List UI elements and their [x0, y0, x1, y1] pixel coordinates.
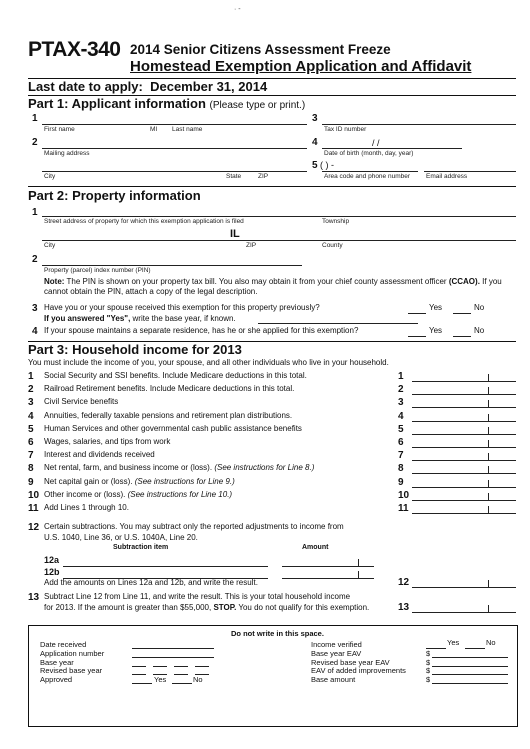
q4-no: No	[474, 326, 485, 335]
q4-text: If your spouse maintains a separate residence, has he or she applied for this exemption?	[44, 326, 359, 335]
p1-num-5: 5	[312, 160, 318, 171]
office-left-label: Application number	[40, 649, 105, 658]
income-line-amount-field[interactable]	[412, 500, 516, 501]
income-line-num: 2	[28, 384, 34, 395]
income-line-amount-field[interactable]	[412, 407, 516, 408]
income-line-cents-mark	[488, 440, 489, 447]
income-line-right-num: 3	[398, 397, 404, 408]
township-caption: Township	[322, 218, 350, 225]
phone-caption: Area code and phone number	[324, 173, 411, 180]
p2-num-4: 4	[32, 326, 38, 337]
zip-caption-2: ZIP	[246, 242, 257, 249]
line13-num: 13	[28, 592, 40, 603]
city-state-zip-field[interactable]	[42, 171, 307, 172]
phone-field[interactable]	[322, 171, 418, 172]
income-line-right-num: 2	[398, 384, 404, 395]
mailing-address-caption: Mailing address	[44, 150, 90, 157]
income-line-cents-mark	[488, 466, 489, 473]
mailing-address-field[interactable]	[42, 148, 307, 149]
income-line-cents-mark	[488, 480, 489, 487]
dollar-sign: $	[426, 675, 431, 684]
line12a-amount-field[interactable]	[282, 566, 374, 567]
email-field[interactable]	[424, 171, 516, 172]
q4-no-field[interactable]	[453, 336, 471, 337]
last-date-label: Last date to apply:	[28, 79, 143, 94]
income-line-right-num: 9	[398, 477, 404, 488]
line13-right-num: 13	[398, 602, 410, 613]
office-left-label: Revised base year	[40, 666, 103, 675]
office-year-digit-field[interactable]	[132, 674, 146, 675]
q3-no: No	[474, 303, 485, 312]
p2-num-2: 2	[32, 254, 38, 265]
p1-num-1: 1	[32, 113, 38, 124]
pin-caption: Property (parcel) index number (PIN)	[44, 267, 151, 274]
income-line-cents-mark	[488, 400, 489, 407]
income-line-amount-field[interactable]	[412, 434, 516, 435]
line12a-cents-mark	[358, 559, 359, 566]
office-right-label: Base amount	[311, 675, 356, 684]
approved-no-field[interactable]	[172, 683, 192, 684]
tax-id-field[interactable]	[322, 124, 516, 125]
first-name-field[interactable]	[42, 124, 307, 125]
office-left-label: Approved	[40, 675, 73, 684]
income-line-cents-mark	[488, 493, 489, 500]
dollar-sign: $	[426, 649, 431, 658]
line12-num: 12	[28, 522, 40, 533]
p1-num-2: 2	[32, 137, 38, 148]
subtraction-item-header: Subtraction item	[113, 544, 169, 551]
state-il: IL	[230, 228, 240, 240]
part3-heading: Part 3: Household income for 2013	[28, 342, 242, 357]
income-verified-no-field[interactable]	[465, 648, 485, 649]
income-line-num: 4	[28, 411, 34, 422]
income-line-amount-field[interactable]	[412, 447, 516, 448]
line12-text: Certain subtractions. You may subtract only the reported adjustments to income from	[44, 522, 344, 531]
dob-caption: Date of birth (month, day, year)	[324, 150, 414, 157]
last-date	[28, 79, 267, 94]
income-line-label: Net capital gain or (loss). (See instructions for Line 9.)	[44, 477, 235, 486]
base-year-field[interactable]	[258, 323, 418, 324]
q3-yes-field[interactable]	[408, 313, 426, 314]
income-line-label: Add Lines 1 through 10.	[44, 503, 129, 512]
part2-heading: Part 2: Property information	[28, 188, 201, 203]
p2-num-1: 1	[32, 207, 38, 218]
income-line-num: 5	[28, 424, 34, 435]
q4-yes-field[interactable]	[408, 336, 426, 337]
income-line-num: 6	[28, 437, 34, 448]
line13-cents-mark	[488, 605, 489, 612]
office-right-label: Revised base year EAV	[311, 658, 390, 667]
income-line-amount-field[interactable]	[412, 513, 516, 514]
office-year-digit-field[interactable]	[153, 666, 167, 667]
office-year-digit-field[interactable]	[174, 674, 188, 675]
income-line-num: 3	[28, 397, 34, 408]
phone-paren: ( ) -	[320, 160, 334, 170]
line12-amount-field[interactable]	[412, 587, 516, 588]
income-line-num: 8	[28, 463, 34, 474]
office-right-label: EAV of added improvements	[311, 666, 406, 675]
q3-sub: If you answered "Yes", write the base year, if known.	[44, 314, 236, 323]
office-use-title: Do not write in this space.	[231, 629, 324, 638]
income-line-right-num: 7	[398, 450, 404, 461]
property-street-field[interactable]	[42, 216, 516, 217]
pin-note: Note: The PIN is shown on your property tax bill. You also may obtain it from your chief county assessment officer (CCAO). If you cannot obtain the PIN, attach a copy of the legal description.	[44, 277, 502, 296]
line12b-label: 12b	[44, 567, 60, 577]
income-line-amount-field[interactable]	[412, 421, 516, 422]
office-right-label: Base year EAV	[311, 649, 362, 658]
form-title-line2: Homestead Exemption Application and Affidavit	[130, 58, 472, 75]
approved-yes-field[interactable]	[132, 683, 152, 684]
line13-text: Subtract Line 12 from Line 11, and write the result. This is your total household income	[44, 592, 351, 601]
approved-no: No	[193, 675, 203, 684]
top-mark: · -	[234, 6, 241, 13]
income-line-num: 7	[28, 450, 34, 461]
office-use-box	[28, 625, 518, 727]
form-id: PTAX-340	[28, 38, 121, 61]
income-verified-no: No	[486, 638, 496, 647]
line12a-label: 12a	[44, 555, 60, 565]
office-left-field[interactable]	[132, 657, 214, 658]
income-line-cents-mark	[488, 427, 489, 434]
office-left-field[interactable]	[132, 648, 214, 649]
office-right-label: Income verified	[311, 640, 362, 649]
city-caption-2: City	[44, 242, 56, 249]
income-line-label: Social Security and SSI benefits. Include Medicare deductions in this total.	[44, 371, 307, 380]
pin-field[interactable]	[42, 265, 302, 266]
mi-caption: MI	[150, 126, 158, 133]
income-line-label: Civil Service benefits	[44, 397, 119, 406]
income-line-right-num: 8	[398, 463, 404, 474]
office-amount-field[interactable]	[432, 666, 508, 667]
income-line-right-num: 5	[398, 424, 404, 435]
last-name-caption: Last name	[172, 126, 203, 133]
office-amount-field[interactable]	[432, 674, 508, 675]
income-line-label: Interest and dividends received	[44, 450, 155, 459]
income-line-cents-mark	[488, 387, 489, 394]
part2-rule	[28, 186, 516, 187]
income-line-right-num: 4	[398, 411, 404, 422]
q3-text: Have you or your spouse received this exemption for this property previously?	[44, 303, 320, 312]
line12-add-text: Add the amounts on Lines 12a and 12b, and write the result.	[44, 578, 258, 587]
income-line-label: Wages, salaries, and tips from work	[44, 437, 171, 446]
q3-yes: Yes	[429, 303, 443, 312]
state-caption: State	[226, 173, 242, 180]
form-title-line1: 2014 Senior Citizens Assessment Freeze	[130, 42, 391, 57]
income-line-num: 10	[28, 490, 40, 501]
income-line-amount-field[interactable]	[412, 473, 516, 474]
county-caption: County	[322, 242, 343, 249]
income-line-cents-mark	[488, 453, 489, 460]
office-amount-field[interactable]	[432, 683, 508, 684]
office-year-digit-field[interactable]	[132, 666, 146, 667]
income-line-amount-field[interactable]	[412, 394, 516, 395]
line13-amount-field[interactable]	[412, 612, 516, 613]
office-amount-field[interactable]	[432, 657, 508, 658]
p1-num-3: 3	[312, 113, 318, 124]
income-line-label: Annuities, federally taxable pensions and retirement plan distributions.	[44, 411, 293, 420]
q3-no-field[interactable]	[453, 313, 471, 314]
dollar-sign: $	[426, 666, 431, 675]
income-line-right-num: 10	[398, 490, 410, 501]
income-line-label: Human Services and other governmental cash public assistance benefits	[44, 424, 302, 433]
income-line-num: 9	[28, 477, 34, 488]
part3-intro: You must include the income of you, your spouse, and all other individuals who live in your household.	[28, 358, 389, 367]
income-line-cents-mark	[488, 374, 489, 381]
line12b-amount-field[interactable]	[282, 578, 374, 579]
dollar-sign: $	[426, 658, 431, 667]
income-line-num: 11	[28, 503, 39, 514]
city-caption: City	[44, 173, 56, 180]
office-year-digit-field[interactable]	[195, 666, 209, 667]
income-verified-yes: Yes	[447, 638, 460, 647]
income-line-label: Other income or (loss). (See instructions for Line 10.)	[44, 490, 233, 499]
income-line-label: Railroad Retirement benefits. Include Medicare deductions in this total.	[44, 384, 295, 393]
last-date-value: December 31, 2014	[150, 79, 268, 94]
line12-cents-mark	[488, 580, 489, 587]
income-line-amount-field[interactable]	[412, 460, 516, 461]
office-left-label: Date received	[40, 640, 87, 649]
email-caption: Email address	[426, 173, 468, 180]
line12b-cents-mark	[358, 571, 359, 578]
property-city-field[interactable]	[42, 240, 516, 241]
income-line-num: 1	[28, 371, 34, 382]
income-line-amount-field[interactable]	[412, 487, 516, 488]
street-caption: Street address of property for which this exemption application is filed	[44, 218, 244, 225]
dob-slashes: / /	[372, 138, 380, 148]
dob-field[interactable]	[322, 148, 462, 149]
p2-num-3: 3	[32, 303, 38, 314]
approved-yes: Yes	[154, 675, 167, 684]
amount-header: Amount	[302, 544, 329, 551]
line12-right-num: 12	[398, 577, 410, 588]
line12-text2: U.S. 1040, Line 36, or U.S. 1040A, Line 20.	[44, 533, 198, 542]
income-line-right-num: 1	[398, 371, 404, 382]
part1-heading: Part 1: Applicant information (Please type or print.)	[28, 96, 306, 111]
zip-caption: ZIP	[258, 173, 269, 180]
income-line-amount-field[interactable]	[412, 381, 516, 382]
income-line-cents-mark	[488, 414, 489, 421]
income-line-cents-mark	[488, 506, 489, 513]
p1-num-4: 4	[312, 137, 318, 148]
income-line-label: Net rental, farm, and business income or (loss). (See instructions for Line 8.)	[44, 463, 315, 472]
office-left-label: Base year	[40, 658, 74, 667]
line12a-item-field[interactable]	[63, 566, 268, 567]
tax-id-caption: Tax ID number	[324, 126, 367, 133]
income-line-right-num: 6	[398, 437, 404, 448]
first-name-caption: First name	[44, 126, 75, 133]
office-year-digit-field[interactable]	[174, 666, 188, 667]
line13-text2: for 2013. If the amount is greater than $55,000, STOP. You do not qualify for this exemption.	[44, 603, 370, 612]
income-line-right-num: 11	[398, 503, 409, 514]
q4-yes: Yes	[429, 326, 443, 335]
